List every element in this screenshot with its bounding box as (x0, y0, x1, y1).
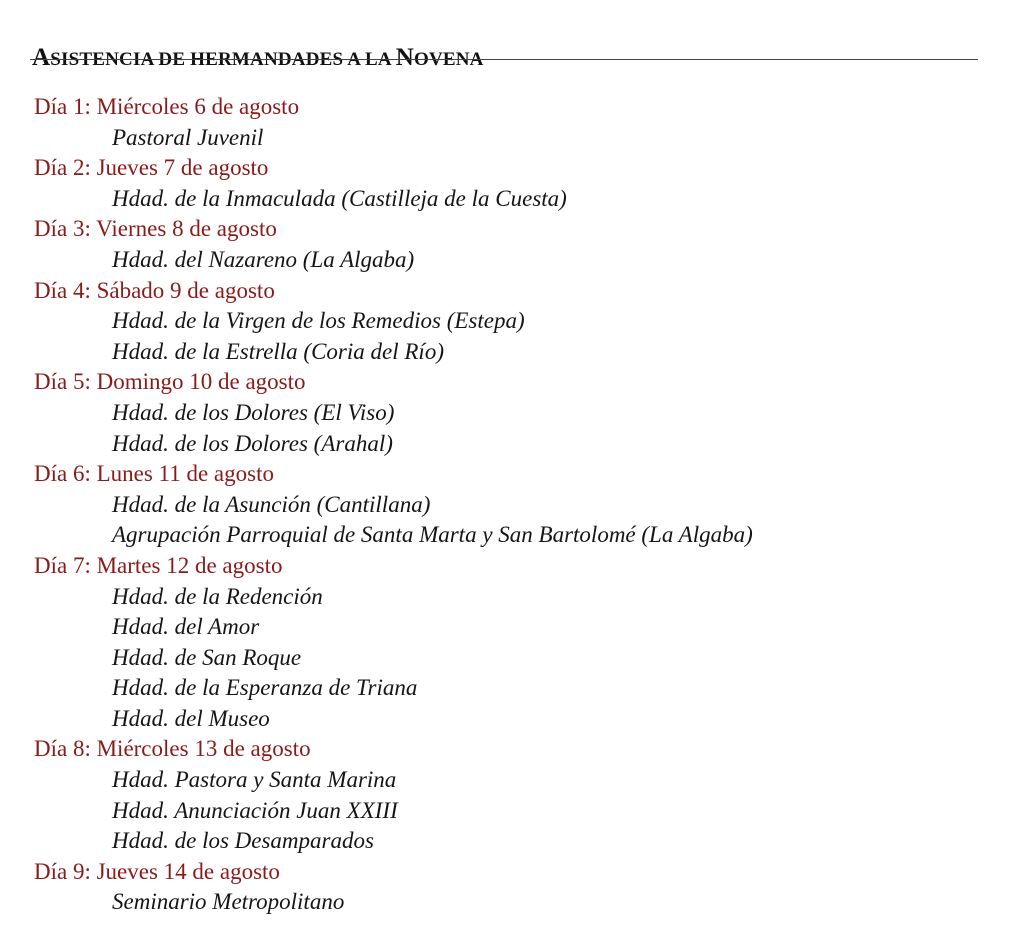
brotherhood-entry: Hdad. de la Estrella (Coria del Río) (112, 338, 444, 364)
brotherhood-entry: Hdad. de la Inmaculada (Castilleja de la Cuesta) (112, 185, 567, 211)
brotherhood-entry: Hdad. Pastora y Santa Marina (112, 767, 397, 793)
day-section (34, 734, 753, 856)
title-part: N (395, 43, 414, 71)
brotherhood-list (34, 490, 753, 551)
day-section (34, 367, 753, 459)
brotherhood-list (34, 306, 753, 367)
brotherhood-list (34, 398, 753, 459)
day-heading: Día 6: Lunes 11 de agosto (34, 461, 274, 487)
brotherhood-entry: Hdad. de la Esperanza de Triana (112, 675, 418, 701)
day-heading: Día 4: Sábado 9 de agosto (34, 277, 275, 303)
title-part: A (32, 43, 51, 71)
brotherhood-entry: Hdad. de los Dolores (Arahal) (112, 430, 393, 456)
brotherhood-entry: Hdad. de la Asunción (Cantillana) (112, 491, 431, 517)
brotherhood-entry: Hdad. del Amor (112, 614, 260, 640)
title-part: SISTENCIA DE HERMANDADES A LA (50, 48, 396, 70)
brotherhood-entry: Hdad. de San Roque (112, 644, 302, 670)
day-section (34, 551, 753, 735)
brotherhood-entry: Hdad. de los Dolores (El Viso) (112, 399, 395, 425)
novena-schedule (34, 92, 753, 918)
brotherhood-list (34, 582, 753, 735)
brotherhood-entry: Agrupación Parroquial de Santa Marta y San Bartolomé (La Algaba) (112, 522, 753, 548)
brotherhood-entry: Hdad. de los Desamparados (112, 828, 374, 854)
brotherhood-list (34, 123, 753, 154)
day-section (34, 857, 753, 918)
brotherhood-entry: Hdad. de la Redención (112, 583, 323, 609)
brotherhood-list (34, 184, 753, 215)
day-heading: Día 3: Viernes 8 de agosto (34, 216, 277, 242)
day-section (34, 276, 753, 368)
day-section (34, 92, 753, 153)
brotherhood-entry: Hdad. del Nazareno (La Algaba) (112, 246, 415, 272)
day-section (34, 153, 753, 214)
brotherhood-entry: Pastoral Juvenil (112, 124, 264, 150)
day-section (34, 214, 753, 275)
day-heading: Día 9: Jueves 14 de agosto (34, 858, 280, 884)
brotherhood-list (34, 887, 753, 918)
day-heading: Día 7: Martes 12 de agosto (34, 552, 283, 578)
brotherhood-list (34, 765, 753, 857)
title-rule-divider (30, 59, 978, 60)
brotherhood-entry: Hdad. de la Virgen de los Remedios (Estepa) (112, 308, 525, 334)
day-heading: Día 8: Miércoles 13 de agosto (34, 736, 311, 762)
day-heading: Día 5: Domingo 10 de agosto (34, 369, 306, 395)
brotherhood-entry: Hdad. Anunciación Juan XXIII (112, 797, 398, 823)
day-heading: Día 2: Jueves 7 de agosto (34, 155, 269, 181)
brotherhood-entry: Seminario Metropolitano (112, 889, 345, 915)
brotherhood-entry: Hdad. del Museo (112, 705, 270, 731)
brotherhood-list (34, 245, 753, 276)
day-section (34, 459, 753, 551)
day-heading: Día 1: Miércoles 6 de agosto (34, 94, 300, 119)
title-part: OVENA (413, 48, 484, 70)
